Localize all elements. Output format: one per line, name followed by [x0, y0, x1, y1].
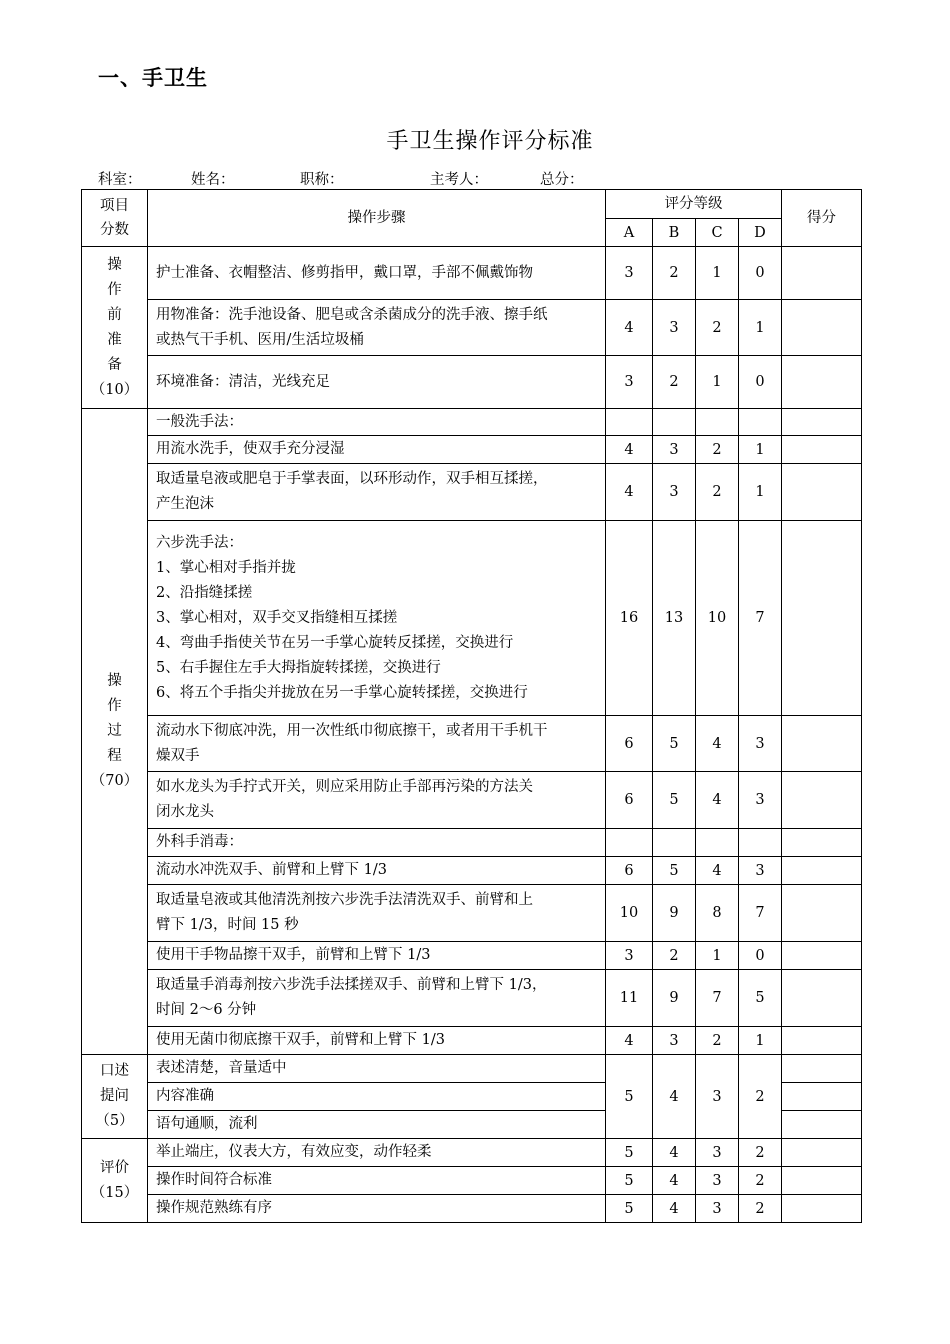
step-text: 环境准备：清洁，光线充足	[148, 356, 606, 409]
step-text: 表述清楚，音量适中	[148, 1055, 606, 1083]
score-cell	[782, 1139, 862, 1167]
grade-a: 5	[606, 1139, 653, 1167]
score-cell	[782, 1167, 862, 1195]
step-subheading: 外科手消毒：	[148, 829, 606, 857]
section-heading: 一、手卫生	[98, 66, 208, 90]
grade-c: 2	[696, 436, 739, 464]
grade-a: 3	[606, 942, 653, 970]
table-row	[82, 356, 862, 409]
table-row	[82, 772, 862, 829]
score-cell	[782, 716, 862, 772]
grade-b: 4	[653, 1055, 696, 1139]
grade-a: 5	[606, 1167, 653, 1195]
step-text: 六步洗手法： 1、掌心相对手指并拢 2、沿指缝揉搓 3、掌心相对，双手交叉指缝相互揉搓 4、弯曲手指使关节在另一手掌心旋转反揉搓，交换进行 5、右手握住左手大拇指旋转揉搓，交换进行 6、将五个手指尖并拢放在另一手掌心旋转揉搓，交换进行	[148, 521, 606, 716]
grade-c: 4	[696, 772, 739, 829]
grade-c: 2	[696, 1027, 739, 1055]
grade-d: 7	[739, 521, 782, 716]
grade-d: 1	[739, 436, 782, 464]
steps-header: 操作步骤	[148, 190, 606, 247]
step-text: 取适量手消毒剂按六步洗手法揉搓双手、前臂和上臂下 1/3， 时间 2～6 分钟	[148, 970, 606, 1027]
score-cell	[782, 829, 862, 857]
grade-c: 8	[696, 885, 739, 942]
step-text: 使用干手物品擦干双手，前臂和上臂下 1/3	[148, 942, 606, 970]
table-row	[82, 970, 862, 1027]
grade-d: 2	[739, 1055, 782, 1139]
table-row	[82, 1027, 862, 1055]
grade-b: 5	[653, 857, 696, 885]
grade-b	[653, 829, 696, 857]
grade-b: 2	[653, 247, 696, 300]
grade-b: 3	[653, 300, 696, 356]
header-row-1	[82, 190, 862, 219]
table-row	[82, 885, 862, 942]
examiner-label: 主考人：	[430, 172, 488, 188]
step-text: 护士准备、衣帽整洁、修剪指甲，戴口罩，手部不佩戴饰物	[148, 247, 606, 300]
score-cell	[782, 521, 862, 716]
item-header: 项目 分数	[82, 190, 148, 247]
score-cell	[782, 300, 862, 356]
grade-c: 7	[696, 970, 739, 1027]
table-row	[82, 436, 862, 464]
table-row	[82, 1055, 862, 1083]
rank-label: 职称：	[300, 172, 344, 188]
grade-b: 4	[653, 1167, 696, 1195]
step-text: 取适量皂液或肥皂于手掌表面，以环形动作，双手相互揉搓， 产生泡沫	[148, 464, 606, 521]
grade-c: 10	[696, 521, 739, 716]
step-text: 用流水洗手，使双手充分浸湿	[148, 436, 606, 464]
grade-c: 3	[696, 1195, 739, 1223]
dept-label: 科室：	[98, 172, 142, 188]
grade-b: 4	[653, 1139, 696, 1167]
grade-d: 2	[739, 1139, 782, 1167]
grade-d: 5	[739, 970, 782, 1027]
grade-b: 9	[653, 885, 696, 942]
step-text: 流动水冲洗双手、前臂和上臂下 1/3	[148, 857, 606, 885]
scoring-table	[81, 189, 862, 1223]
table-row	[82, 716, 862, 772]
grade-c: 3	[696, 1167, 739, 1195]
score-cell	[782, 1055, 862, 1083]
grade-c: 1	[696, 942, 739, 970]
step-text: 操作时间符合标准	[148, 1167, 606, 1195]
grade-a: 6	[606, 857, 653, 885]
category-pre: 操 作 前 准 备 （10）	[82, 247, 148, 409]
grade-d: 2	[739, 1167, 782, 1195]
table-row	[82, 247, 862, 300]
grade-d: 0	[739, 356, 782, 409]
score-cell	[782, 970, 862, 1027]
grade-c	[696, 829, 739, 857]
table-row	[82, 829, 862, 857]
total-label: 总分：	[540, 172, 584, 188]
score-cell	[782, 356, 862, 409]
grade-a: 4	[606, 1027, 653, 1055]
grade-d: 1	[739, 300, 782, 356]
grade-b: 5	[653, 772, 696, 829]
grade-a: 16	[606, 521, 653, 716]
category-process: 操 作 过 程 （70）	[82, 409, 148, 1055]
grade-a: 5	[606, 1055, 653, 1139]
grade-d-header: D	[739, 219, 782, 247]
grade-b: 5	[653, 716, 696, 772]
document-title: 手卫生操作评分标准	[386, 129, 594, 154]
step-text: 流动水下彻底冲洗，用一次性纸巾彻底擦干，或者用干手机干 燥双手	[148, 716, 606, 772]
grade-a-header: A	[606, 219, 653, 247]
grade-d	[739, 409, 782, 436]
step-text: 取适量皂液或其他清洗剂按六步洗手法清洗双手、前臂和上 臂下 1/3，时间 15 秒	[148, 885, 606, 942]
step-text: 用物准备：洗手池设备、肥皂或含杀菌成分的洗手液、擦手纸 或热气干手机、医用/生活垃圾桶	[148, 300, 606, 356]
grade-a	[606, 409, 653, 436]
score-cell	[782, 857, 862, 885]
grade-c: 4	[696, 857, 739, 885]
score-cell	[782, 1027, 862, 1055]
grade-a: 3	[606, 247, 653, 300]
category-oral: 口述 提问 （5）	[82, 1055, 148, 1139]
grade-b: 2	[653, 942, 696, 970]
grade-c-header: C	[696, 219, 739, 247]
grade-b: 3	[653, 1027, 696, 1055]
grade-c: 1	[696, 356, 739, 409]
grade-c	[696, 409, 739, 436]
grade-b: 9	[653, 970, 696, 1027]
grade-d: 3	[739, 857, 782, 885]
score-header: 得分	[782, 190, 862, 247]
grade-c: 3	[696, 1139, 739, 1167]
score-cell	[782, 409, 862, 436]
grade-c: 3	[696, 1055, 739, 1139]
score-cell	[782, 1083, 862, 1111]
step-text: 如水龙头为手拧式开关，则应采用防止手部再污染的方法关 闭水龙头	[148, 772, 606, 829]
table-row	[82, 942, 862, 970]
grade-a: 6	[606, 772, 653, 829]
step-text: 语句通顺，流利	[148, 1111, 606, 1139]
grade-d: 2	[739, 1195, 782, 1223]
grade-a: 4	[606, 300, 653, 356]
grade-d: 7	[739, 885, 782, 942]
grade-a: 5	[606, 1195, 653, 1223]
score-cell	[782, 1111, 862, 1139]
grade-header: 评分等级	[606, 190, 782, 219]
grade-b: 13	[653, 521, 696, 716]
grade-d: 3	[739, 716, 782, 772]
grade-c: 2	[696, 300, 739, 356]
grade-b: 3	[653, 436, 696, 464]
table-row	[82, 1195, 862, 1223]
grade-b: 3	[653, 464, 696, 521]
grade-d	[739, 829, 782, 857]
grade-c: 2	[696, 464, 739, 521]
grade-b: 4	[653, 1195, 696, 1223]
grade-a: 4	[606, 464, 653, 521]
grade-d: 1	[739, 1027, 782, 1055]
table-row	[82, 521, 862, 716]
grade-d: 1	[739, 464, 782, 521]
grade-d: 0	[739, 247, 782, 300]
step-subheading: 一般洗手法：	[148, 409, 606, 436]
table-row	[82, 1139, 862, 1167]
grade-c: 4	[696, 716, 739, 772]
score-cell	[782, 464, 862, 521]
grade-b: 2	[653, 356, 696, 409]
grade-a	[606, 829, 653, 857]
step-text: 操作规范熟练有序	[148, 1195, 606, 1223]
score-cell	[782, 247, 862, 300]
score-cell	[782, 942, 862, 970]
grade-b	[653, 409, 696, 436]
step-text: 使用无菌巾彻底擦干双手，前臂和上臂下 1/3	[148, 1027, 606, 1055]
table-row	[82, 857, 862, 885]
table-row	[82, 1167, 862, 1195]
score-cell	[782, 885, 862, 942]
table-row	[82, 464, 862, 521]
category-eval: 评价 （15）	[82, 1139, 148, 1223]
score-cell	[782, 1195, 862, 1223]
grade-a: 6	[606, 716, 653, 772]
table-row	[82, 300, 862, 356]
grade-a: 4	[606, 436, 653, 464]
table-row	[82, 409, 862, 436]
step-text: 内容准确	[148, 1083, 606, 1111]
grade-a: 10	[606, 885, 653, 942]
step-text: 举止端庄，仪表大方，有效应变，动作轻柔	[148, 1139, 606, 1167]
name-label: 姓名：	[191, 172, 235, 188]
grade-b-header: B	[653, 219, 696, 247]
grade-d: 3	[739, 772, 782, 829]
grade-d: 0	[739, 942, 782, 970]
grade-a: 3	[606, 356, 653, 409]
score-cell	[782, 436, 862, 464]
score-cell	[782, 772, 862, 829]
grade-c: 1	[696, 247, 739, 300]
grade-a: 11	[606, 970, 653, 1027]
